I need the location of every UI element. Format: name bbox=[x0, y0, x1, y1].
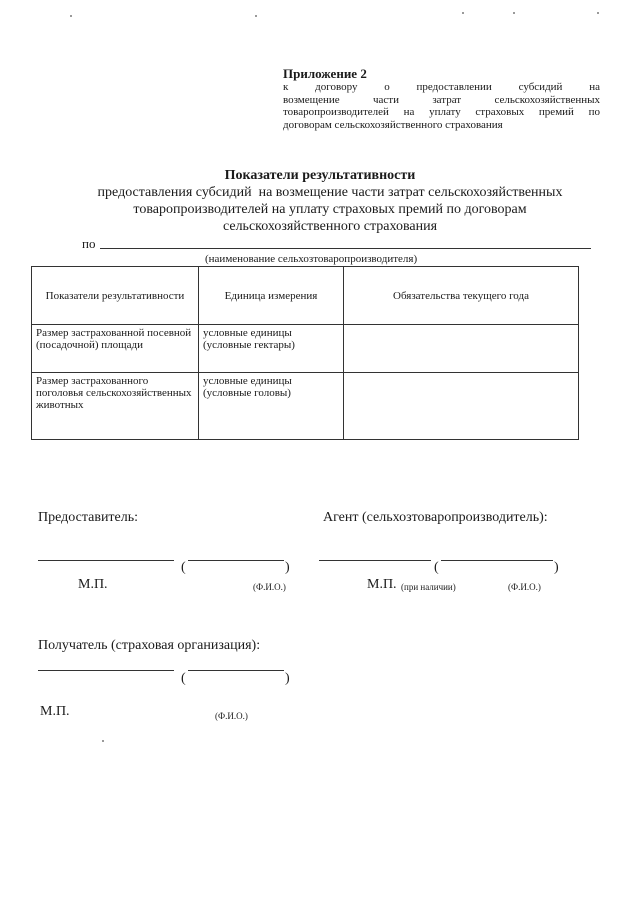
provider-label: Предоставитель: bbox=[38, 510, 139, 525]
unit-cell: условные единицы (условные головы) bbox=[199, 373, 344, 440]
recipient-signature-line[interactable] bbox=[38, 670, 174, 671]
open-paren: ( bbox=[181, 671, 186, 686]
close-paren: ) bbox=[285, 560, 290, 575]
column-header: Обязательства текущего года bbox=[344, 267, 579, 325]
recipient-stamp-label: М.П. bbox=[40, 704, 70, 719]
provider-fio-line[interactable] bbox=[188, 560, 284, 561]
scan-speck bbox=[102, 740, 104, 742]
column-header: Единица измерения bbox=[199, 267, 344, 325]
table-header-row bbox=[32, 267, 579, 325]
column-header: Показатели результативности bbox=[32, 267, 199, 325]
table-row bbox=[32, 325, 579, 373]
organization-caption: (наименование сельхозтоваропроизводителя) bbox=[205, 253, 418, 265]
scan-speck bbox=[255, 15, 257, 17]
agent-signature-line[interactable] bbox=[319, 560, 431, 561]
subtitle-line: товаропроизводителей на уплату страховых премий по договорам bbox=[133, 202, 527, 217]
indicators-table bbox=[31, 266, 579, 440]
provider-stamp-label: М.П. bbox=[78, 577, 108, 592]
agent-fio-line[interactable] bbox=[441, 560, 553, 561]
commitment-cell[interactable] bbox=[344, 373, 579, 440]
commitment-cell[interactable] bbox=[344, 325, 579, 373]
close-paren: ) bbox=[285, 671, 290, 686]
provider-fio-caption: (Ф.И.О.) bbox=[253, 582, 286, 592]
provider-signature-line[interactable] bbox=[38, 560, 174, 561]
scan-speck bbox=[70, 15, 72, 17]
po-label: по bbox=[82, 236, 96, 251]
unit-cell: условные единицы (условные гектары) bbox=[199, 325, 344, 373]
appendix-description bbox=[283, 81, 600, 131]
agent-fio-caption: (Ф.И.О.) bbox=[508, 582, 541, 592]
scan-speck bbox=[597, 12, 599, 14]
subtitle-line: сельскохозяйственного страхования bbox=[222, 219, 438, 234]
document-subtitle bbox=[60, 184, 600, 235]
open-paren: ( bbox=[434, 560, 439, 575]
appendix-line: товаропроизводителей на уплату страховых премий по bbox=[283, 106, 600, 118]
document-title: Показатели результативности bbox=[224, 168, 416, 183]
scan-speck bbox=[462, 12, 464, 14]
appendix-line: договорам сельскохозяйственного страхования bbox=[283, 118, 503, 131]
agent-stamp-label: М.П. bbox=[367, 577, 397, 592]
when-available-note: (при наличии) bbox=[401, 582, 456, 592]
scan-speck bbox=[513, 12, 515, 14]
organization-name-field[interactable] bbox=[100, 248, 591, 249]
appendix-line: возмещение части затрат сельскохозяйственных bbox=[283, 93, 600, 106]
indicator-cell: Размер застрахованной посевной (посадочной) площади bbox=[32, 325, 199, 373]
recipient-fio-line[interactable] bbox=[188, 670, 284, 671]
recipient-label: Получатель (страховая организация): bbox=[38, 638, 261, 653]
agent-label: Агент (сельхозтоваропроизводитель): bbox=[323, 510, 548, 525]
close-paren: ) bbox=[554, 560, 559, 575]
recipient-fio-caption: (Ф.И.О.) bbox=[215, 711, 248, 721]
indicator-cell: Размер застрахованного поголовья сельскохозяйственных животных bbox=[32, 373, 199, 440]
appendix-title: Приложение 2 bbox=[283, 66, 367, 81]
appendix-line: к договору о предоставлении субсидий на bbox=[283, 81, 600, 93]
subtitle-line: предоставления субсидий на возмещение части затрат сельскохозяйственных bbox=[97, 185, 563, 200]
table-row bbox=[32, 373, 579, 440]
open-paren: ( bbox=[181, 560, 186, 575]
